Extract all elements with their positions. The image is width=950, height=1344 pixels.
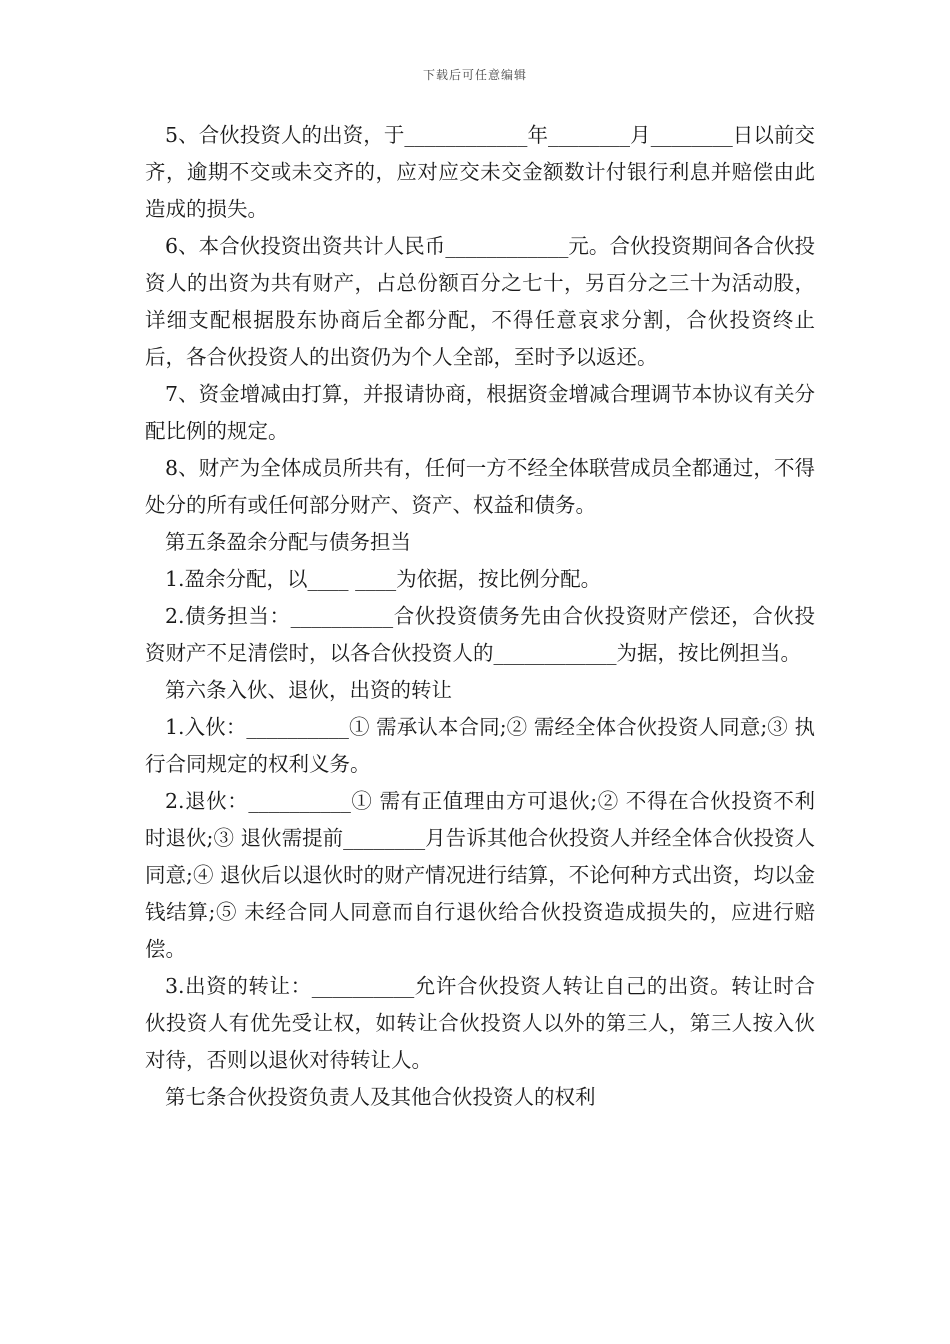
article-6-item-1: 1.入伙：__________① 需承认本合同;② 需经全体合伙投资人同意;③ 执行合同规定的权利义务。 — [145, 715, 815, 776]
article-6-item-3: 3.出资的转让：__________允许合伙投资人转让自己的出资。转让时合伙投资人有优先受让权，如转让合伙投资人以外的第三人，第三人按入伙对待，否则以退伙对待转让人。 — [145, 974, 815, 1072]
clause-7: 7、资金增减由打算，并报请协商，根据资金增减合理调节本协议有关分配比例的规定。 — [145, 382, 815, 443]
article-5-heading: 第五条盈余分配与债务担当 — [165, 530, 411, 554]
article-6-item-2: 2.退伙：__________① 需有正值理由方可退伙;② 不得在合伙投资不利时退伙;③ 退伙需提前________月告诉其他合伙投资人并经全体合伙投资人同意;④ 退伙后以退伙时的财产情况进行结算，不论何种方式出资，均以金钱结算;⑤ 未经合同人同意而自行退伙给合伙投资造成损失的，应进行赔偿。 — [145, 789, 815, 961]
article-5-item-2: 2.债务担当：__________合伙投资债务先由合伙投资财产偿还，合伙投资财产不足清偿时，以各合伙投资人的____________为据，按比例担当。 — [145, 604, 815, 665]
article-5-item-1: 1.盈余分配，以____ ____为依据，按比例分配。 — [165, 567, 602, 591]
clause-5: 5、合伙投资人的出资，于____________年________月________日以前交齐，逾期不交或未交齐的，应对应交未交金额数计付银行利息并赔偿由此造成的损失。 — [145, 123, 815, 221]
document-body — [145, 117, 815, 1116]
article-6-heading: 第六条入伙、退伙，出资的转让 — [165, 678, 452, 702]
clause-6: 6、本合伙投资出资共计人民币____________元。合伙投资期间各合伙投资人的出资为共有财产，占总份额百分之七十，另百分之三十为活动股，详细支配根据股东协商后全都分配，不得任意哀求分割，合伙投资终止后，各合伙投资人的出资仍为个人全部，至时予以返还。 — [145, 234, 815, 369]
clause-8: 8、财产为全体成员所共有，任何一方不经全体联营成员全都通过，不得处分的所有或任何部分财产、资产、权益和债务。 — [145, 456, 815, 517]
article-7-heading: 第七条合伙投资负责人及其他合伙投资人的权利 — [165, 1085, 596, 1109]
page-header: 下载后可任意编辑 — [422, 68, 527, 82]
